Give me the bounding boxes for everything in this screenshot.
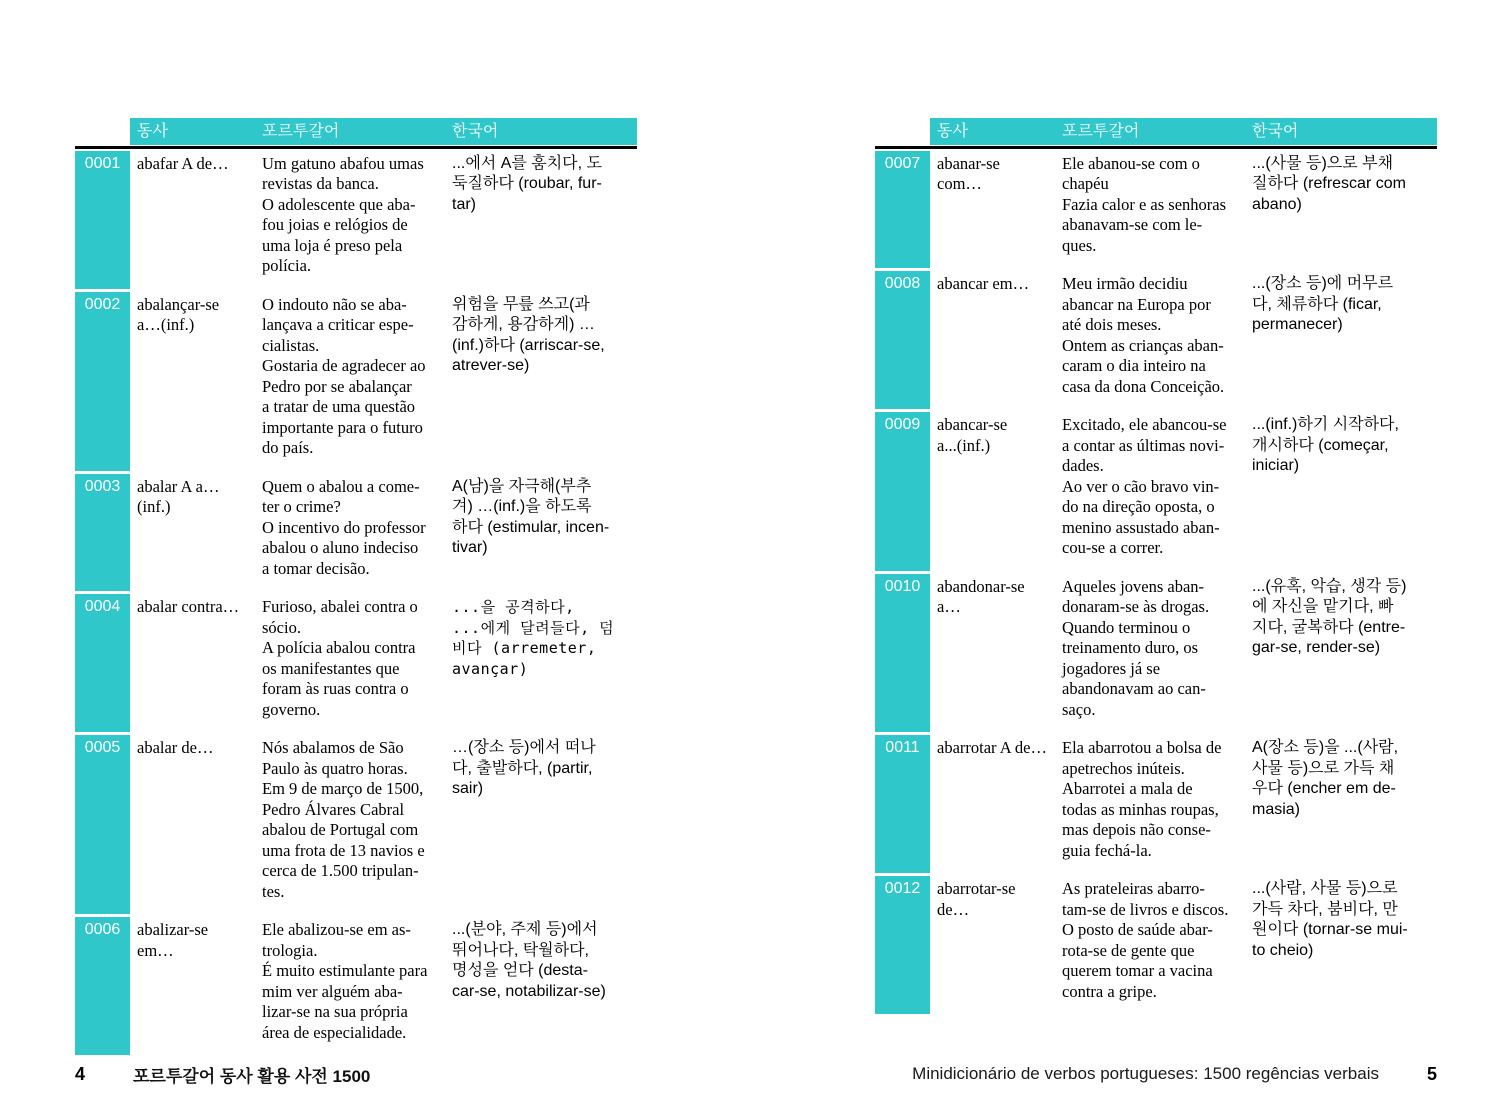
text-line: O indouto não se aba-	[262, 294, 407, 314]
footer-title-right: Minidicionário de verbos portugueses: 1500 regências verbais	[912, 1064, 1379, 1083]
entry-number-badge: 0008	[875, 271, 930, 409]
entry-portuguese-examples	[262, 917, 452, 1055]
text-line: a...(inf.)	[937, 435, 991, 455]
text-line: O posto de saúde abar-	[1062, 920, 1213, 939]
text-line: masia)	[1252, 800, 1301, 818]
text-line: Gostaria de agradecer ao	[262, 356, 426, 375]
text-line: Quando terminou o	[1062, 617, 1191, 637]
text-line: abandonavam ao can-	[1062, 679, 1206, 698]
text-line: to cheio)	[1252, 941, 1314, 959]
entry-number-badge: 0005	[75, 735, 130, 914]
text-line: do país.	[262, 438, 314, 457]
entry-portuguese-examples	[1062, 151, 1252, 269]
dictionary-entry-row	[75, 151, 637, 289]
entry-portuguese-examples	[1062, 735, 1252, 873]
text-line: abalançar-se	[137, 294, 220, 314]
text-line: a tomar decisão.	[262, 558, 370, 578]
entry-portuguese-examples	[1062, 574, 1252, 733]
entry-korean-meaning	[1252, 151, 1437, 269]
text-line: 에 자신을 맡기다, 빠	[1252, 598, 1394, 615]
dictionary-entry-row	[875, 151, 1437, 269]
entry-number-badge: 0001	[75, 151, 130, 289]
text-line: casa da dona Conceição.	[1062, 376, 1225, 396]
text-line: Em 9 de março de 1500,	[262, 779, 424, 798]
entry-portuguese-examples	[262, 292, 452, 471]
header-rule	[75, 146, 637, 149]
text-line: tam-se de livros e discos.	[1062, 899, 1229, 919]
text-line: iniciar)	[1252, 457, 1300, 474]
column-header-korean: 한국어	[452, 118, 637, 145]
text-line: tar)	[452, 195, 476, 213]
entry-korean-meaning	[452, 917, 637, 1055]
dictionary-entry-row	[875, 574, 1437, 733]
text-line: abalou o aluno indeciso	[262, 538, 419, 557]
dictionary-entry-row	[75, 474, 637, 592]
entry-verb	[930, 735, 1062, 873]
text-line: abarrotar A de…	[937, 738, 1047, 757]
entry-portuguese-examples	[262, 151, 452, 289]
entry-verb	[130, 292, 262, 471]
text-line: tes.	[262, 881, 285, 901]
text-line: Ao ver o cão bravo vin-	[1062, 476, 1220, 496]
text-line: rota-se de gente que	[1062, 940, 1195, 960]
text-line: A(남)을 자극해(부추	[452, 477, 592, 495]
text-line: de…	[937, 899, 970, 919]
text-line: ...(사물 등)으로 부채	[1252, 154, 1394, 172]
text-line: querem tomar a vacina	[1062, 961, 1213, 980]
text-line: abalizar-se	[137, 920, 209, 939]
text-line: 원이다 (tornar-se mui-	[1252, 921, 1408, 938]
column-header-portuguese: 포르투갈어	[262, 118, 452, 145]
text-line: Meu irmão decidiu	[1062, 274, 1188, 293]
dictionary-entry-row	[875, 271, 1437, 409]
text-line: 위험을 무릎 쓰고(과	[452, 295, 590, 313]
text-line: Ele abanou-se com o	[1062, 153, 1200, 173]
text-line: jogadores já se	[1062, 658, 1161, 678]
text-line: 우다 (encher em de-	[1252, 780, 1396, 797]
text-line: fou joias e relógios de	[262, 215, 408, 234]
text-line: saço.	[1062, 699, 1096, 719]
text-line: ...을 공격하다,	[452, 598, 575, 616]
entry-number-badge: 0009	[875, 412, 930, 571]
entry-korean-meaning	[1252, 574, 1437, 733]
text-line: atrever-se)	[452, 357, 530, 374]
text-line: mas depois não conse-	[1062, 820, 1211, 839]
dictionary-entry-row	[75, 292, 637, 471]
text-line: Abarrotei a mala de	[1062, 779, 1193, 798]
text-line: 다, 체류하다 (ficar,	[1252, 295, 1382, 313]
text-line: em…	[137, 940, 174, 960]
entry-number-badge: 0010	[875, 574, 930, 733]
text-line: O adolescente que aba-	[262, 194, 416, 214]
text-line: ...(유혹, 악습, 생각 등)	[1252, 577, 1407, 595]
text-line: 하다 (estimular, incen-	[452, 518, 610, 536]
text-line: gar-se, render-se)	[1252, 639, 1381, 656]
text-line: com…	[937, 174, 982, 193]
column-header-verb: 동사	[930, 118, 1062, 145]
text-line: cou-se a correr.	[1062, 538, 1164, 557]
column-header-portuguese: 포르투갈어	[1062, 118, 1252, 145]
text-line: A(장소 등)을 ...(사람,	[1252, 739, 1399, 756]
text-line: (inf.)	[137, 497, 171, 516]
left-page-footer	[75, 1062, 637, 1086]
text-line: trologia.	[262, 940, 318, 960]
text-line: ...(inf.)하기 시작하다,	[1252, 416, 1399, 433]
text-line: 다, 출발하다, (partir,	[452, 759, 593, 777]
entry-verb	[130, 917, 262, 1055]
text-line: É muito estimulante para	[262, 961, 428, 980]
text-line: abandonar-se	[937, 576, 1025, 596]
text-line: Aqueles jovens aban-	[1062, 576, 1205, 596]
text-line: 감하게, 용감하게) …	[452, 316, 595, 333]
text-line: sair)	[452, 780, 484, 797]
left-page-table	[75, 118, 637, 1058]
left-table-header	[75, 118, 637, 145]
text-line: até dois meses.	[1062, 315, 1162, 334]
dictionary-entry-row	[75, 917, 637, 1055]
text-line: ter o crime?	[262, 497, 341, 516]
text-line: abalar A a…	[137, 476, 220, 496]
column-header-korean: 한국어	[1252, 118, 1437, 145]
entry-korean-meaning	[452, 292, 637, 471]
text-line: abanar-se	[937, 153, 1000, 173]
entry-verb	[930, 574, 1062, 733]
text-line: 비다 (arremeter,	[452, 639, 597, 657]
text-line: 명성을 얻다 (desta-	[452, 962, 588, 979]
text-line: abancar em…	[937, 274, 1030, 293]
text-line: 개시하다 (começar,	[1252, 436, 1389, 454]
text-line: avançar)	[452, 659, 529, 678]
text-line: a contar as últimas novi-	[1062, 435, 1225, 455]
entry-verb	[930, 151, 1062, 269]
text-line: lizar-se na sua própria	[262, 1002, 408, 1021]
text-line: Ela abarrotou a bolsa de	[1062, 738, 1222, 757]
text-line: ...에서 A를 훔치다, 도	[452, 154, 602, 172]
text-line: todas as minhas roupas,	[1062, 799, 1219, 819]
text-line: abalou de Portugal com	[262, 820, 419, 839]
text-line: 지다, 굴복하다 (entre-	[1252, 618, 1406, 636]
page-number-right: 5	[1426, 1063, 1437, 1084]
entry-korean-meaning	[452, 474, 637, 592]
text-line: governo.	[262, 699, 321, 719]
text-line: importante para o futuro	[262, 417, 423, 437]
text-line: chapéu	[1062, 174, 1109, 193]
text-line: a…	[937, 597, 961, 616]
text-line: Fazia calor e as senhoras	[1062, 194, 1227, 214]
text-line: 사물 등)으로 가득 채	[1252, 759, 1395, 777]
text-line: Um gatuno abafou umas	[262, 153, 424, 173]
text-line: 질하다 (refrescar com	[1252, 175, 1406, 192]
entry-portuguese-examples	[1062, 876, 1252, 1014]
text-line: …(장소 등)에서 떠나	[452, 739, 596, 756]
text-line: Nós abalamos de São	[262, 738, 404, 757]
text-line: lançava a criticar espe-	[262, 315, 414, 334]
text-line: os manifestantes que	[262, 658, 400, 678]
text-line: mim ver alguém aba-	[262, 981, 403, 1001]
text-line: Pedro por se abalançar	[262, 376, 412, 396]
entry-portuguese-examples	[262, 735, 452, 914]
text-line: car-se, notabilizar-se)	[452, 982, 606, 1000]
entry-number-badge: 0011	[875, 735, 930, 873]
dictionary-entry-row	[75, 594, 637, 732]
text-line: ...(분야, 주제 등)에서	[452, 921, 598, 938]
text-line: foram às ruas contra o	[262, 679, 409, 698]
entry-korean-meaning	[1252, 271, 1437, 409]
right-page-table	[875, 118, 1437, 1017]
right-page-footer	[875, 1062, 1437, 1086]
number-column-header	[75, 118, 130, 145]
page-number-left: 4	[75, 1063, 86, 1084]
entry-verb	[130, 151, 262, 289]
entry-korean-meaning	[1252, 876, 1437, 1014]
text-line: guia fechá-la.	[1062, 840, 1152, 860]
text-line: Pedro Álvares Cabral	[262, 799, 405, 819]
text-line: sócio.	[262, 617, 301, 637]
text-line: Paulo às quatro horas.	[262, 758, 408, 778]
entry-number-badge: 0007	[875, 151, 930, 269]
text-line: abancar-se	[937, 415, 1008, 434]
entry-number-badge: 0004	[75, 594, 130, 732]
right-table-header	[875, 118, 1437, 145]
text-line: caram o dia inteiro na	[1062, 356, 1206, 375]
entry-korean-meaning	[1252, 412, 1437, 571]
text-line: cialistas.	[262, 335, 320, 355]
entry-portuguese-examples	[1062, 412, 1252, 571]
text-line: treinamento duro, os	[1062, 638, 1199, 657]
entry-korean-meaning	[452, 735, 637, 914]
text-line: (inf.)하다 (arriscar-se,	[452, 336, 605, 354]
entry-number-badge: 0012	[875, 876, 930, 1014]
text-line: 뛰어나다, 탁월하다,	[452, 941, 589, 959]
text-line: Ele abalizou-se em as-	[262, 920, 411, 939]
text-line: O incentivo do professor	[262, 517, 426, 537]
dictionary-entry-row	[875, 412, 1437, 571]
footer-title-left: 포르투갈어 동사 활용 사전 1500	[133, 1066, 371, 1086]
right-entry-list	[875, 151, 1437, 1015]
dictionary-entry-row	[75, 735, 637, 914]
text-line: do na direção oposta, o	[1062, 497, 1215, 516]
entry-number-badge: 0002	[75, 292, 130, 471]
text-line: As prateleiras abarro-	[1062, 879, 1205, 898]
dictionary-entry-row	[875, 735, 1437, 873]
text-line: abarrotar-se	[937, 879, 1016, 898]
text-line: abalar de…	[137, 738, 214, 757]
text-line: 가득 차다, 붐비다, 만	[1252, 900, 1398, 918]
text-line: abafar A de…	[137, 153, 229, 173]
text-line: ...(장소 등)에 머무르	[1252, 275, 1394, 292]
text-line: a tratar de uma questão	[262, 397, 416, 416]
text-line: ...에게 달려들다, 덤	[452, 618, 615, 637]
entry-number-badge: 0003	[75, 474, 130, 592]
text-line: apetrechos inúteis.	[1062, 758, 1185, 778]
text-line: Furioso, abalei contra o	[262, 597, 418, 616]
text-line: revistas da banca.	[262, 174, 379, 193]
text-line: polícia.	[262, 256, 312, 275]
text-line: Excitado, ele abancou-se	[1062, 415, 1227, 434]
dictionary-entry-row	[875, 876, 1437, 1014]
text-line: contra a gripe.	[1062, 981, 1157, 1001]
entry-portuguese-examples	[262, 594, 452, 732]
text-line: donaram-se às drogas.	[1062, 597, 1210, 616]
text-line: dades.	[1062, 456, 1104, 475]
entry-verb	[130, 594, 262, 732]
text-line: Ontem as crianças aban-	[1062, 335, 1224, 355]
text-line: uma loja é preso pela	[262, 235, 403, 255]
text-line: 둑질하다 (roubar, fur-	[452, 175, 602, 192]
text-line: a…(inf.)	[137, 315, 195, 334]
entry-number-badge: 0006	[75, 917, 130, 1055]
entry-verb	[930, 271, 1062, 409]
text-line: A polícia abalou contra	[262, 638, 416, 657]
entry-verb	[930, 876, 1062, 1014]
column-header-verb: 동사	[130, 118, 262, 145]
left-entry-list	[75, 151, 637, 1056]
entry-korean-meaning	[452, 151, 637, 289]
text-line: ques.	[1062, 235, 1097, 255]
entry-verb	[130, 735, 262, 914]
entry-portuguese-examples	[1062, 271, 1252, 409]
text-line: 겨) …(inf.)을 하도록	[452, 498, 592, 515]
number-column-header	[875, 118, 930, 145]
entry-korean-meaning	[452, 594, 637, 732]
text-line: área de especialidade.	[262, 1022, 407, 1042]
header-rule	[875, 146, 1437, 149]
text-line: permanecer)	[1252, 316, 1343, 333]
entry-verb	[930, 412, 1062, 571]
text-line: abancar na Europa por	[1062, 294, 1211, 314]
entry-verb	[130, 474, 262, 592]
text-line: uma frota de 13 navios e	[262, 840, 425, 860]
entry-korean-meaning	[1252, 735, 1437, 873]
text-line: cerca de 1.500 tripulan-	[262, 861, 419, 880]
text-line: abanavam-se com le-	[1062, 215, 1203, 234]
text-line: ...(사람, 사물 등)으로	[1252, 880, 1398, 897]
text-line: abalar contra…	[137, 597, 240, 616]
text-line: menino assustado aban-	[1062, 517, 1220, 537]
entry-portuguese-examples	[262, 474, 452, 592]
text-line: Quem o abalou a come-	[262, 476, 420, 496]
text-line: abano)	[1252, 195, 1302, 213]
text-line: tivar)	[452, 539, 488, 556]
